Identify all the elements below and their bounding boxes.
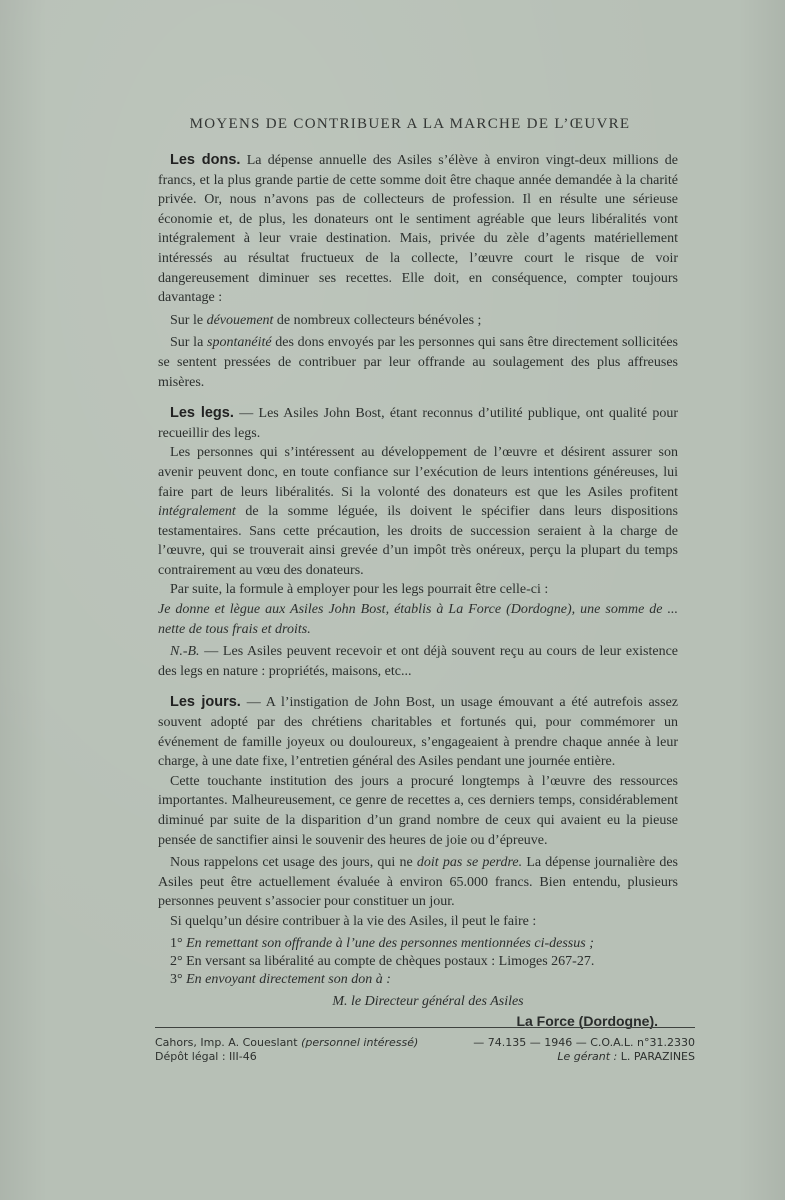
legs-text-2-italic: intégralement [158, 504, 236, 520]
address-line: La Force (Dordogne). [516, 1012, 658, 1029]
printer-info [155, 1036, 418, 1050]
jours-paragraph-1 [158, 693, 678, 771]
jours-paragraph-4: Si quelqu’un désire contribuer à la vie des Asiles, il peut le faire : [170, 913, 537, 929]
manager-label: Le gérant : [557, 1050, 618, 1063]
legs-formula: Je donne et lègue aux Asiles John Bost, établis à La Force (Dordogne), une somme de ... nette de tous frais et droits. [158, 602, 678, 637]
legs-paragraph-1 [158, 404, 678, 443]
list-text: En remettant son offrande à l’une des personnes mentionnées ci-dessus ; [186, 935, 594, 951]
dons-text-1: La dépense annuelle des Asiles s’élève à environ vingt-deux millions de francs, et la plus grande partie de cette somme doit être chaque année demandée à la charité privée. Or, nous n’avons pas de collecteurs de profession. Il en résulte une sérieuse économie et, de plus, les donateurs ont le sentiment agréable que leurs libéralités vont intégralement à leur vraie destination. Mais, privée du zèle d’agents matériellement intéressés au résultat fructueux de la collecte, l’œuvre court le risque de voir dangereusement diminuer ses recettes. Elle doit, en conséquence, compter toujours davantage : [158, 153, 678, 306]
list-item [158, 953, 678, 971]
dons-text-3a: Sur la [170, 335, 204, 351]
dons-text-2b: de nombreux collecteurs bénévoles ; [276, 312, 482, 328]
legs-nota-bene [158, 642, 678, 681]
main-text-column [158, 151, 678, 1029]
footer-row-2 [155, 1050, 695, 1064]
jours-text-3b: La dépense journalière des Asiles peut être actuellement évaluée à environ 65.000 francs. Bien entendu, plusieurs personnes peuvent s’associer pour constituer un jour. [158, 855, 679, 910]
legs-paragraph-3: Par suite, la formule à employer pour les legs pourrait être celle-ci : [170, 582, 549, 598]
dons-text-3-italic: spontanéité [207, 335, 272, 351]
manager-info [557, 1050, 695, 1064]
list-text: En versant sa libéralité au compte de chèques postaux : Limoges 267-27. [186, 953, 595, 969]
jours-paragraph-2: Cette touchante institution des jours a procuré longtemps à l’œuvre des ressources importantes. Malheureusement, ce genre de recettes a, ces derniers temps, considérablement diminué par suite de la disparition d’un grand nombre de ceux qui avaient eu la pieuse pensée de sanctifier ainsi le souvenir des heures de joie ou d’épreuve. [158, 773, 678, 848]
footer-divider [155, 1027, 695, 1028]
printer-name: Cahors, Imp. A. Coueslant [155, 1036, 298, 1049]
dons-text-2-italic: dévouement [206, 312, 274, 328]
list-text: En envoyant directement son don à : [186, 971, 391, 987]
list-number: 3° [170, 971, 183, 987]
legs-heading: Les legs. [170, 405, 234, 422]
list-item [158, 971, 678, 989]
jours-text-3-italic: doit pas se perdre. [416, 855, 523, 871]
jours-heading: Les jours. [170, 694, 241, 711]
dons-heading: Les dons. [170, 152, 241, 168]
nota-bene-text: — Les Asiles peuvent recevoir et ont déjà souvent reçu au cours de leur existence des legs en nature : propriétés, maisons, etc... [158, 644, 678, 679]
imprint-footer [155, 1036, 695, 1064]
legs-text-2a: Les personnes qui s’intéressent au développement de l’œuvre et désirent assurer son avenir peuvent donc, en toute confiance sur l’exécution de leurs intentions généreuses, lui faire part de leurs libéralités. Si la volonté des donateurs est que les Asiles profitent [158, 445, 678, 500]
footer-row-1 [155, 1036, 695, 1050]
list-item [158, 935, 678, 953]
dons-paragraph-1 [158, 151, 678, 308]
list-number: 2° [170, 953, 183, 969]
list-number: 1° [170, 935, 183, 951]
dons-text-3b: des dons envoyés par les personnes qui sans être directement sollicitées se sentent pressées de contribuer par leur offrande au soulagement des plus affreuses misères. [158, 335, 678, 390]
dons-paragraph-2 [158, 311, 678, 331]
dons-paragraph-3 [158, 333, 678, 392]
jours-paragraph-3 [158, 853, 678, 912]
print-reference: — 74.135 — 1946 — C.O.A.L. n°31.2330 [473, 1036, 695, 1049]
legal-deposit: Dépôt légal : III-46 [155, 1050, 257, 1063]
legs-text-2b: de la somme léguée, ils doivent le spécifier dans leurs dispositions testamentaires. Sans cette précaution, les droits de succession seraient à la charge de l’œuvre, qui se trouverait ainsi grevée d’un impôt très onéreux, perçu la plupart du temps contrairement au vœu des donateurs. [158, 504, 678, 578]
manager-name: L. PARAZINES [620, 1050, 695, 1063]
jours-text-3a: Nous rappelons cet usage des jours, qui ne [170, 855, 413, 871]
printer-note: (personnel intéressé) [301, 1036, 419, 1049]
recipient-line: M. le Directeur général des Asiles [332, 993, 524, 1009]
legs-text-1: — Les Asiles John Bost, étant reconnus d’utilité publique, ont qualité pour recueillir des legs. [158, 406, 679, 441]
dons-text-2a: Sur le [170, 312, 204, 328]
nota-bene-label: N.-B. [170, 644, 200, 660]
legs-paragraph-2 [158, 443, 678, 580]
page-title: MOYENS DE CONTRIBUER A LA MARCHE DE L’ŒUVRE [189, 116, 631, 132]
jours-text-1: — A l’instigation de John Bost, un usage émouvant a été autrefois assez souvent adopté par des chrétiens charitables et fortunés qui, pour commémorer un événement de famille joyeux ou douloureux, s’engageaient à prendre chaque année à leur charge, à une date fixe, l’entretien général des Asiles pendant une journée entière. [158, 695, 678, 770]
